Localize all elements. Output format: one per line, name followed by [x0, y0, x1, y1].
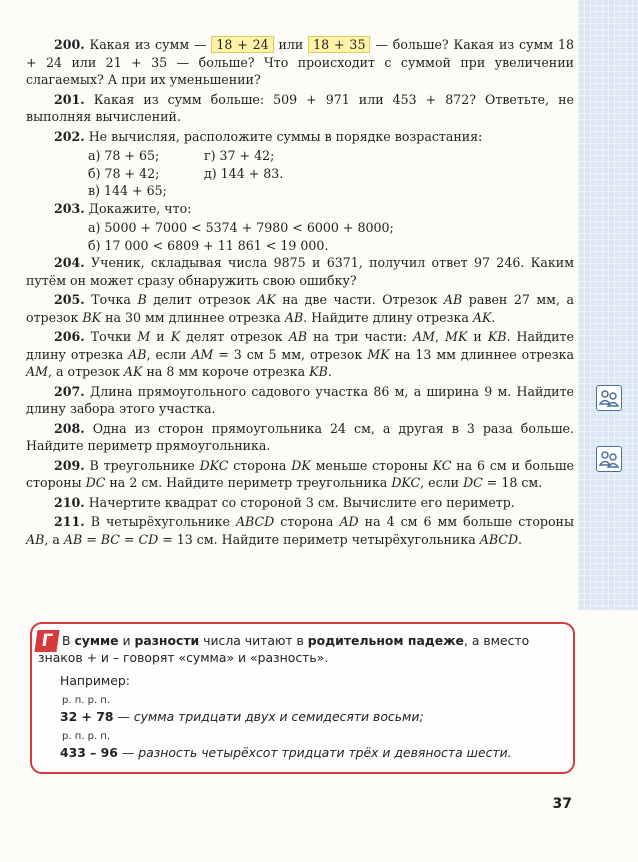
exercise-200: 200. Какая из сумм — 18 + 24 или 18 + 35 — больше? Какая из сумм 18 + 24 или 21 + 35 — больше? Что происходит с суммой при увеличении слагаемых? А при их уменьшении? — [26, 37, 574, 87]
margin-strip — [578, 0, 638, 610]
exercise-203-options: а) 5000 + 7000 < 5374 + 7980 < 6000 + 8000; б) 17 000 < 6809 + 11 861 < 19 000. — [88, 220, 394, 253]
exercise-206: 206. Точки M и K делят отрезок AB на три части: AM, MK и KB. Найдите длину отрезка AB, если AM = 3 см 5 мм, отрезок MK на 13 мм длиннее отрезка AM, а отрезок AK на 8 мм короче отрезка KB. — [26, 329, 574, 379]
exercise-211: 211. В четырёхугольнике ABCD сторона AD на 4 см 6 мм больше стороны AB, а AB = BC = CD = 13 см. Найдите периметр четырёхугольника ABCD. — [26, 514, 574, 547]
case-marks: р. п. р. п. — [62, 731, 111, 742]
highlighted-sum: 18 + 24 — [211, 36, 273, 53]
example-sum: 32 + 78 — сумма тридцати двух и семидесяти восьми; — [60, 709, 424, 724]
exercise-209: 209. В треугольнике DKC сторона DK меньше стороны KC на 6 см и больше стороны DC на 2 см. Найдите периметр треугольника DKC, если DC = 18 см. — [26, 457, 574, 490]
example-difference: 433 – 96 — разность четырёхсот тридцати трёх и девяноста шести. — [60, 745, 512, 760]
exercise-203: 203. Докажите, что: — [54, 200, 192, 216]
pair-work-icon — [596, 446, 622, 472]
grammar-rule-box — [30, 622, 575, 774]
exercise-list — [26, 36, 574, 550]
rule-text-continued: знаков + и – говорят «сумма» и «разность». — [38, 650, 329, 665]
case-marks: р. п. р. п. — [62, 695, 111, 706]
exercise-202: 202. Не вычисляя, расположите суммы в порядке возрастания: — [54, 128, 483, 144]
grammar-icon: Г — [34, 630, 59, 652]
exercise-204: 204. Ученик, складывая числа 9875 и 6371, получил ответ 97 246. Каким путём он может сразу обнаружить свою ошибку? — [26, 255, 574, 288]
exercise-210: 210. Начертите квадрат со стороной 3 см. Вычислите его периметр. — [54, 494, 515, 510]
highlighted-sum: 18 + 35 — [308, 36, 370, 53]
rule-text: В сумме и разности числа читают в родительном падеже, а вместо — [62, 633, 530, 648]
page-number: 37 — [552, 796, 572, 812]
exercise-207: 207. Длина прямоугольного садового участка 86 м, а ширина 9 м. Найдите длину забора этого участка. — [26, 383, 574, 416]
exercise-205: 205. Точка B делит отрезок AK на две части. Отрезок AB равен 27 мм, а отрезок BK на 30 мм длиннее отрезка AB. Найдите длину отрезка AK. — [26, 292, 574, 325]
pair-work-icon — [596, 385, 622, 411]
exercise-201: 201. Какая из сумм больше: 509 + 971 или 453 + 872? Ответьте, не выполняя вычислений. — [26, 91, 574, 124]
example-label: Например: — [60, 673, 130, 688]
exercise-202-options: а) 78 + 65; г) 37 + 42; б) 78 + 42; д) 144 + 83. в) 144 + 65; — [88, 148, 284, 198]
exercise-208: 208. Одна из сторон прямоугольника 24 см, а другая в 3 раза больше. Найдите периметр прямоугольника. — [26, 420, 574, 453]
